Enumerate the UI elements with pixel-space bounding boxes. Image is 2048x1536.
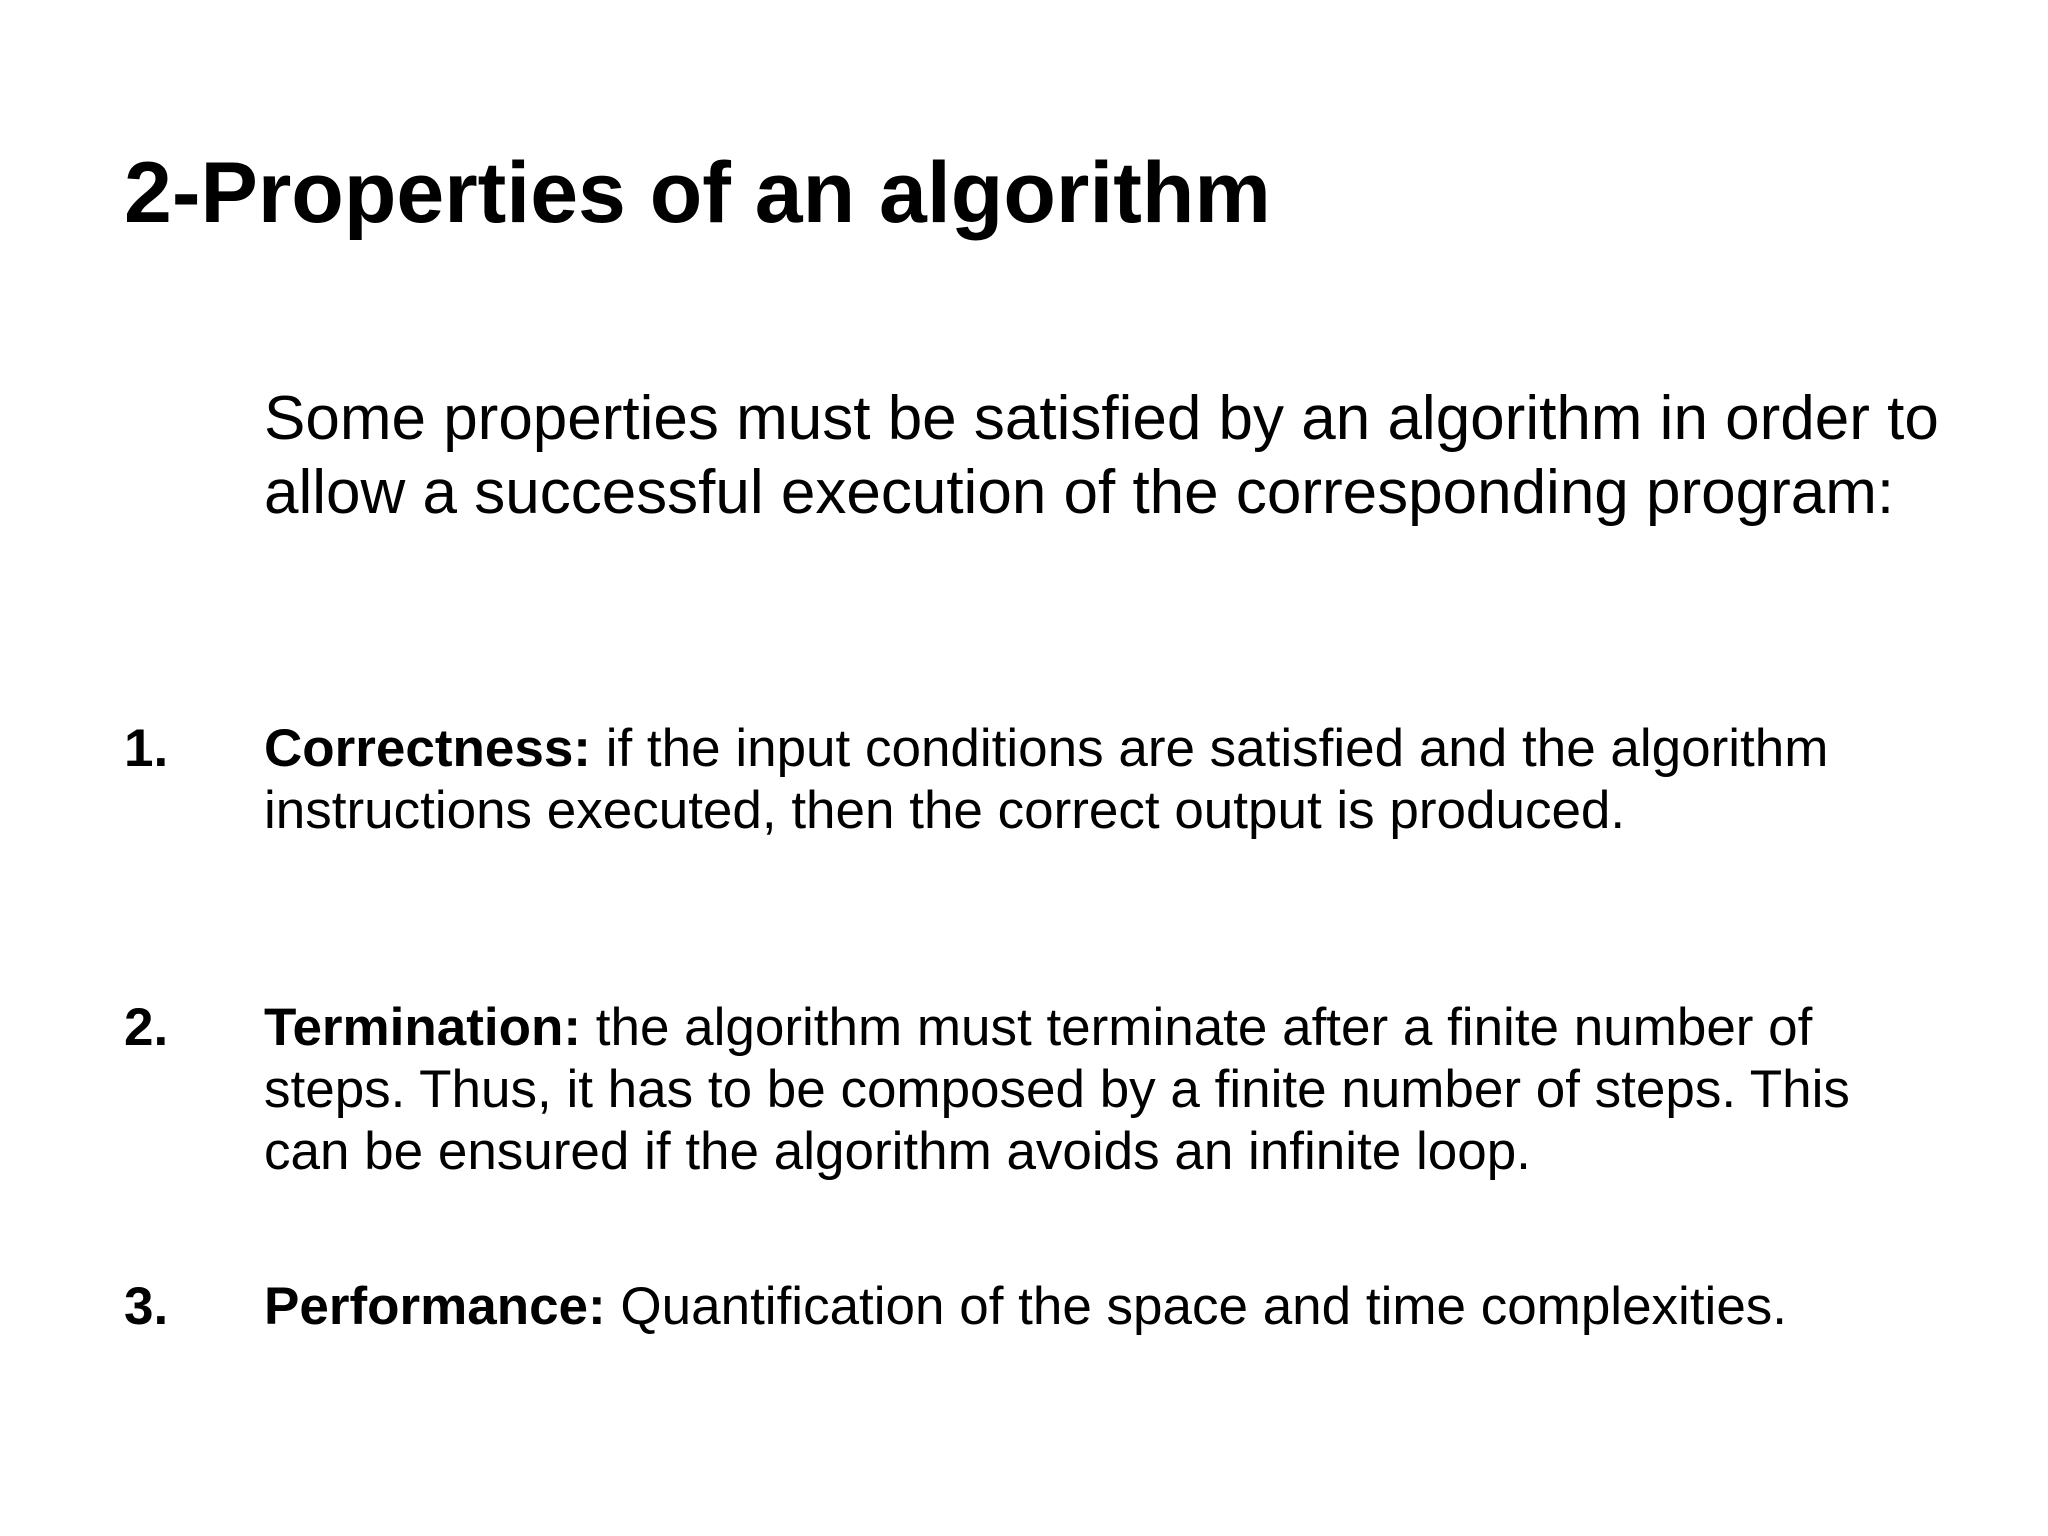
property-body bbox=[264, 718, 1944, 842]
property-number: 3. bbox=[124, 1277, 169, 1336]
property-term: Performance: bbox=[264, 1277, 606, 1336]
intro-paragraph: Some properties must be satisfied by an algorithm in order to allow a successful execution of the corresponding program: bbox=[264, 384, 1939, 527]
property-description: if the input conditions are satisfied and the algorithm instructions executed, then the correct output is produced. bbox=[264, 719, 1829, 840]
property-number: 1. bbox=[124, 719, 169, 778]
slide-title: 2-Properties of an algorithm bbox=[124, 145, 1271, 241]
property-term: Correctness: bbox=[264, 719, 591, 778]
property-term: Termination: bbox=[264, 998, 582, 1057]
property-number: 2. bbox=[124, 998, 169, 1057]
property-description: Quantification of the space and time complexities. bbox=[605, 1277, 1788, 1336]
property-description: the algorithm must terminate after a finite number of steps. Thus, it has to be composed by a finite number of steps. This can be ensured if the algorithm avoids an infinite loop. bbox=[264, 998, 1850, 1181]
property-body bbox=[264, 1276, 1944, 1338]
property-body bbox=[264, 997, 1944, 1183]
